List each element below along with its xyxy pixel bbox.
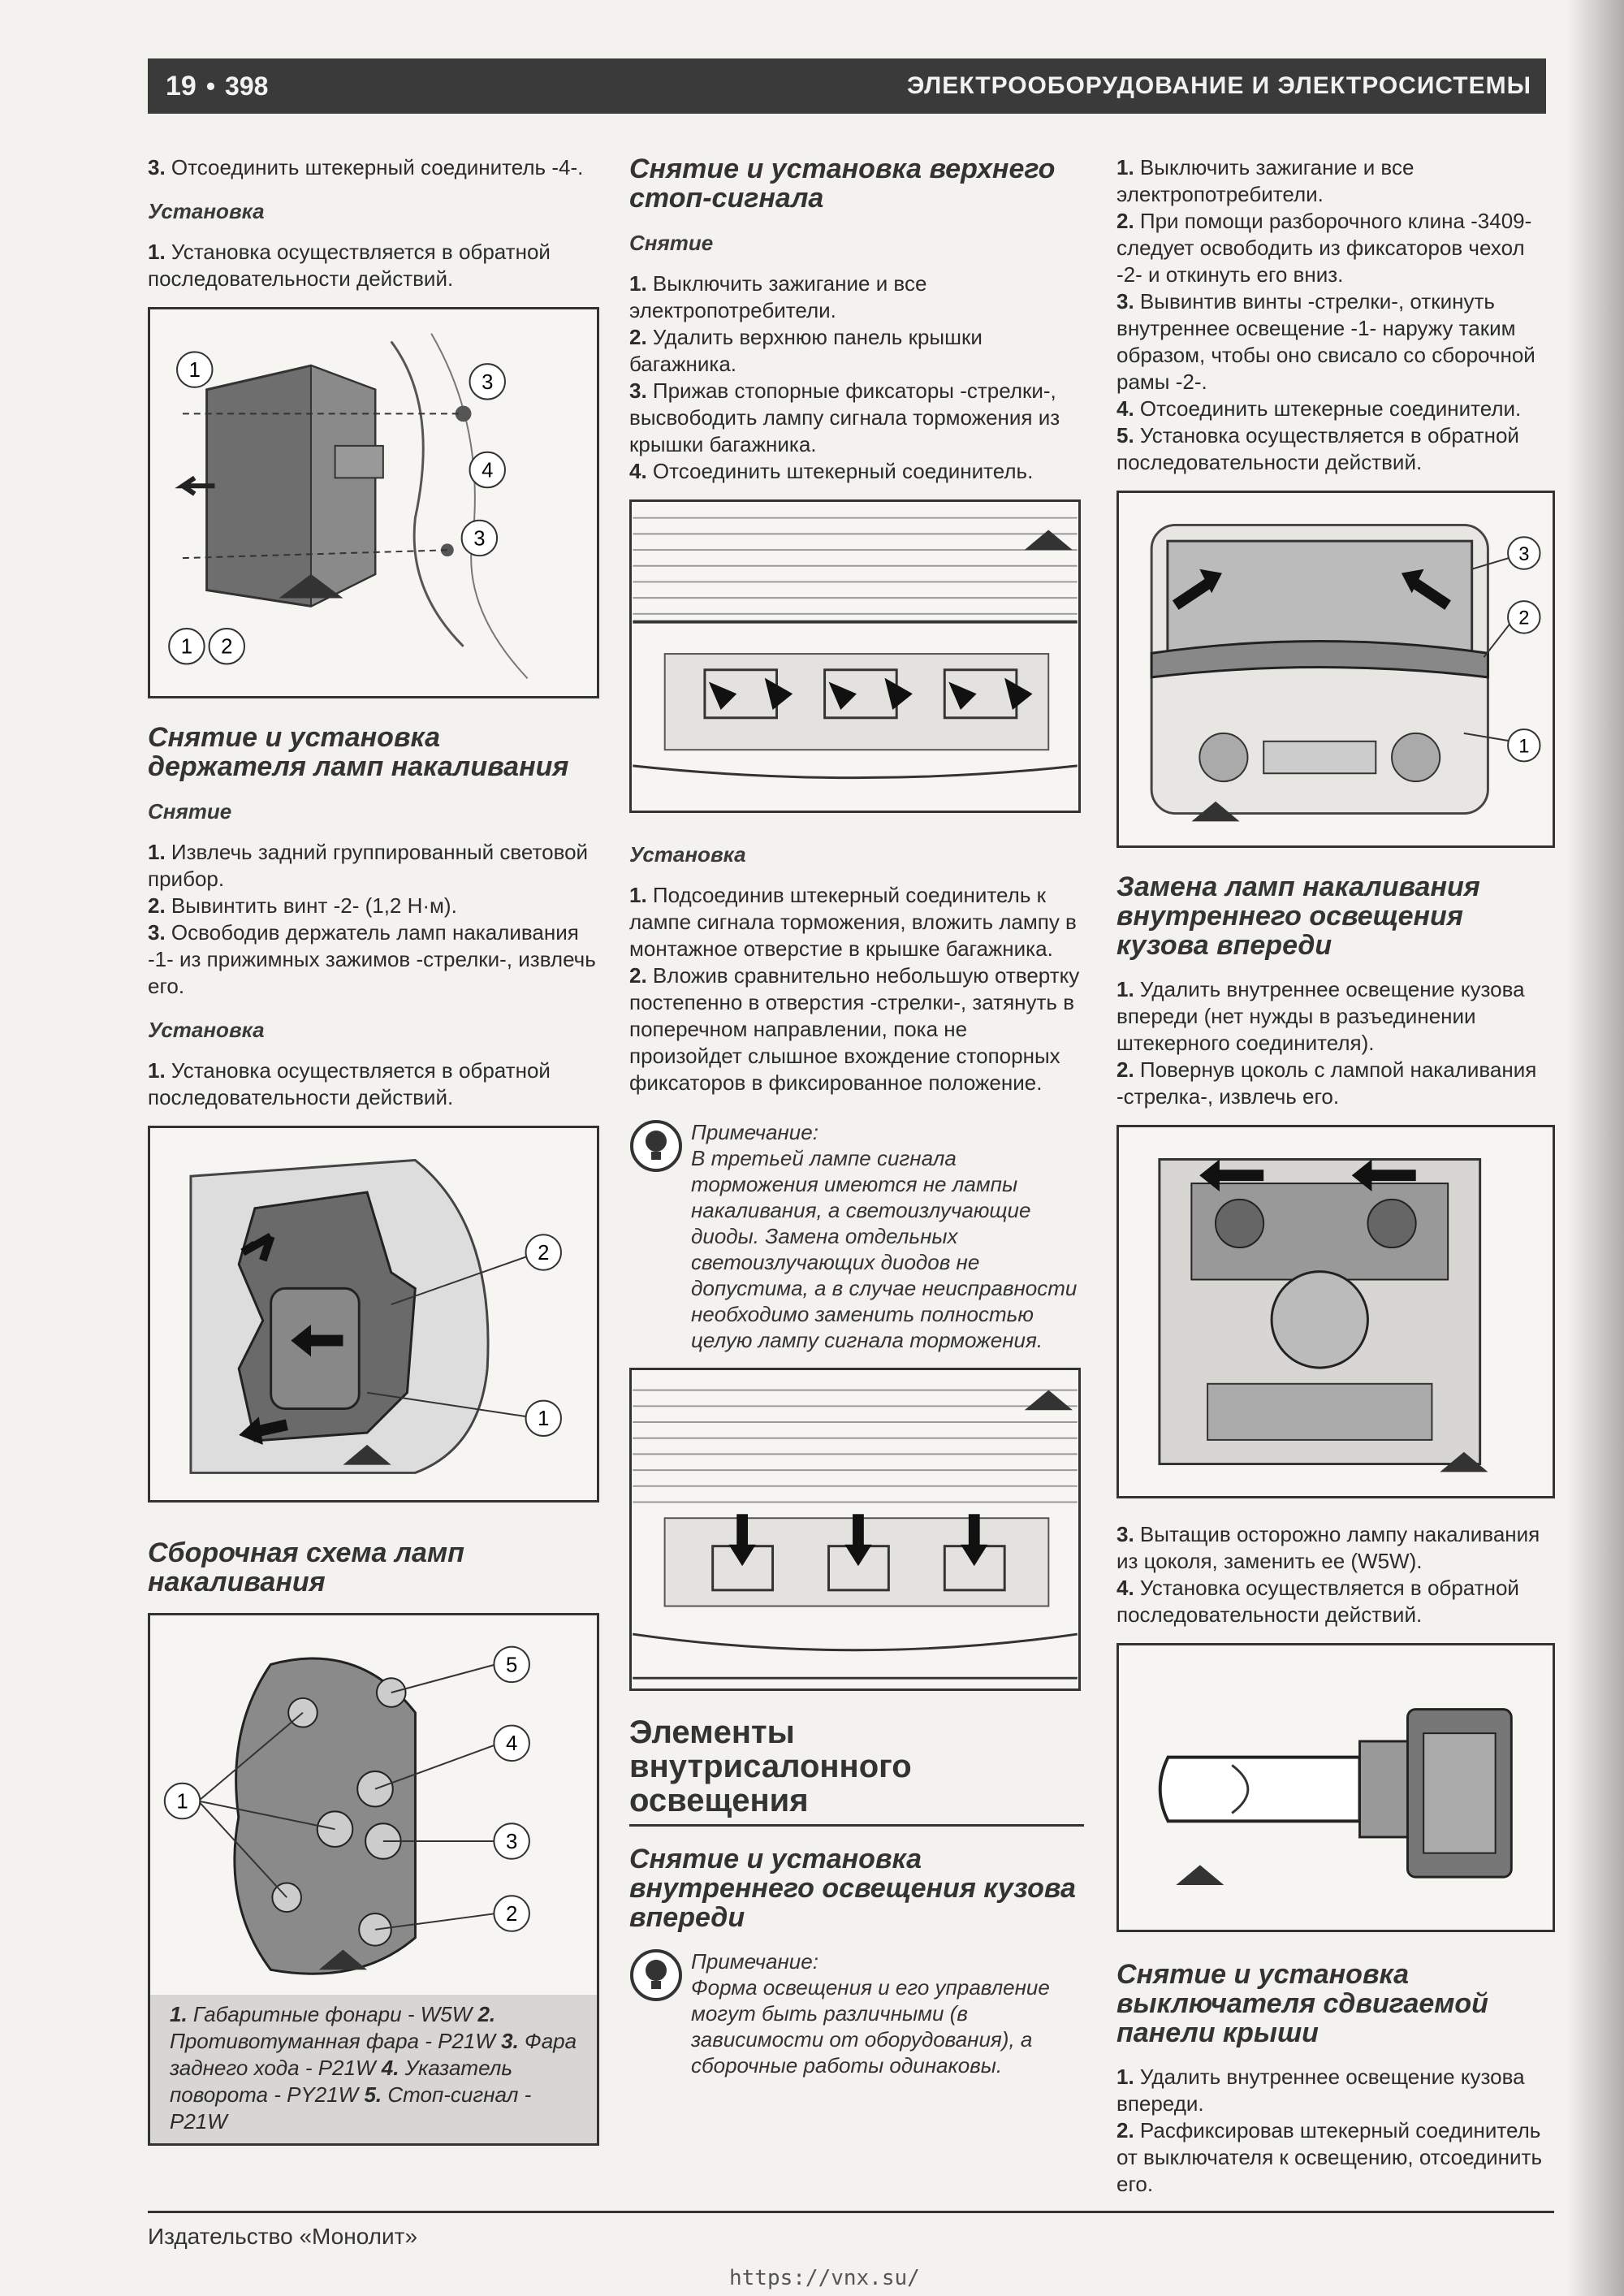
step: 4. Установка осуществляется в обратной последовательности действий.	[1116, 1576, 1519, 1627]
column-right	[1116, 154, 1555, 2198]
note-label: Примечание:	[691, 1120, 818, 1144]
figure-stop-signal-removal	[629, 499, 1081, 813]
chapter-title: ЭЛЕКТРООБОРУДОВАНИЕ И ЭЛЕКТРОСИСТЕМЫ	[906, 72, 1531, 99]
figure-lamp-socket	[1116, 1125, 1555, 1498]
diagram-front-lighting	[1119, 493, 1553, 845]
footer-divider	[148, 2211, 1554, 2213]
fig3-label-1: 1	[176, 1790, 188, 1814]
note-content	[691, 1948, 1084, 2078]
step: 3. Вытащив осторожно лампу накаливания из цоколя, заменить ее (W5W).	[1116, 1522, 1540, 1573]
fig3-label-4: 4	[505, 1732, 518, 1756]
figure-light-unit-removal	[148, 307, 599, 698]
page-header	[148, 58, 1546, 114]
fig1-label-1b: 1	[180, 635, 193, 659]
diagram-stop-signal	[632, 502, 1078, 811]
subheading-removal: Снятие	[629, 231, 714, 255]
section-title-scheme: Сборочная схема ламп накаливания	[148, 1537, 464, 1598]
subheading-removal: Снятие	[148, 799, 232, 824]
column-middle	[629, 154, 1084, 2088]
step: 2. Расфиксировав штекерный соединитель от выключателя к освещению, отсоединить его.	[1116, 2118, 1543, 2196]
note-text: В третьей лампе сигнала торможения имеются не лампы накаливания, а светоизлучающие диоды. Замена отдельных светоизлучающих диодов не допустима, а в случае неисправности необходимо заменить полностью целую лампу сигнала торможения.	[691, 1146, 1078, 1352]
step: 1. Извлечь задний группированный световой прибор.	[148, 840, 589, 891]
diagram-lamp-holder	[150, 1128, 597, 1500]
step: 4. Отсоединить штекерные соединители.	[1116, 396, 1522, 421]
step: 3. Освободив держатель ламп накаливания -1- из прижимных зажимов -стрелки-, извлечь его.	[148, 920, 596, 998]
subheading-install: Установка	[148, 1018, 265, 1042]
section-title-stop-signal: Снятие и установка верхнего стоп-сигнала	[629, 153, 1056, 214]
lightbulb-icon	[629, 1119, 683, 1173]
lightbulb-icon	[629, 1948, 683, 2002]
page-edge-shadow	[1567, 0, 1624, 2296]
section-title-holder: Снятие и установка держателя ламп накаливания	[148, 722, 569, 782]
section-title-replace-lamps: Замена ламп накаливания внутреннего освещения кузова впереди	[1116, 871, 1480, 961]
fig1-label-3: 3	[482, 370, 494, 394]
steps-continued	[1116, 1521, 1555, 1628]
fig3-label-2: 2	[505, 1902, 518, 1926]
step: 1. Выключить зажигание и все электропотребители.	[1116, 155, 1415, 206]
site-url[interactable]: https://vnx.su/	[729, 2266, 920, 2290]
fig3-label-5: 5	[505, 1654, 518, 1677]
fig1-label-3b: 3	[473, 527, 486, 551]
figure-lamp-holder	[148, 1126, 599, 1503]
chapter-number: 19	[166, 70, 197, 102]
step: 3. Отсоединить штекерный соединитель -4-.	[148, 155, 584, 179]
note-text: Форма освещения и его управление могут быть различными (в зависимости от оборудования), а сборочные работы одинаковы.	[691, 1975, 1050, 2078]
figure-caption: 1. Габаритные фонари - W5W 2. Противотуманная фара - P21W 3. Фара заднего хода - P21W 4. Указатель поворота - PY21W 5. Стоп-сигнал - P21W	[148, 1995, 599, 2146]
diagram-light-unit	[150, 309, 597, 696]
fig3-label-3: 3	[505, 1830, 518, 1853]
section-title-interior-lighting: Элементы внутрисалонного освещения	[629, 1714, 912, 1818]
step: 2. Повернув цоколь с лампой накаливания -стрелка-, извлечь его.	[1116, 1057, 1537, 1109]
figure-stop-signal-install	[629, 1368, 1081, 1691]
fig1-label-1: 1	[188, 358, 201, 382]
section-heading-block	[629, 1715, 1084, 1827]
diagram-lamp-socket	[1119, 1127, 1553, 1496]
fig1-label-4: 4	[482, 459, 494, 482]
figure-w5w-lamp	[1116, 1643, 1555, 1932]
fig4-label-2: 2	[1518, 608, 1530, 629]
fig2-label-2: 2	[538, 1241, 550, 1265]
step: 1. Удалить внутреннее освещение кузова впереди (нет нужды в разъединении штекерного соединителя).	[1116, 977, 1525, 1055]
step: 2. Удалить верхнюю панель крышки багажника.	[629, 325, 983, 376]
step: 2. Вложив сравнительно небольшую отвертку постепенно в отверстия -стрелки-, затянуть в поперечном направлении, пока не произойдет слышное вхождение стопорных фиксаторов в фиксированное положение.	[629, 963, 1080, 1095]
step: 2. Вывинтить винт -2- (1,2 Н·м).	[148, 893, 457, 918]
section-title-front-lighting: Снятие и установка внутреннего освещения кузова впереди	[629, 1844, 1076, 1933]
bullet-separator: •	[205, 71, 216, 101]
figure-front-lighting-removal	[1116, 491, 1555, 848]
section-title-switch: Снятие и установка выключателя сдвигаемой панели крыши	[1116, 1959, 1488, 2048]
step: 1. Установка осуществляется в обратной последовательности действий.	[148, 1058, 551, 1109]
step: 1. Удалить внутреннее освещение кузова впереди.	[1116, 2065, 1525, 2116]
diagram-stop-signal-install	[632, 1370, 1078, 1688]
diagram-w5w-lamp	[1119, 1645, 1553, 1930]
fig2-label-1: 1	[538, 1407, 550, 1431]
step: 3. Вывинтив винты -стрелки-, откинуть внутреннее освещение -1- наружу таким образом, чтобы оно свисало со сборочной рамы -2-.	[1116, 289, 1535, 394]
step: 1. Установка осуществляется в обратной последовательности действий.	[148, 240, 551, 291]
note-content	[691, 1119, 1084, 1353]
fig4-label-3: 3	[1518, 543, 1530, 565]
step: 1. Выключить зажигание и все электропотребители.	[629, 271, 927, 322]
page-number: 398	[225, 71, 269, 101]
publisher-name: Издательство «Монолит»	[148, 2224, 418, 2249]
fig4-label-1: 1	[1518, 736, 1530, 758]
step: 2. При помощи разборочного клина -3409- следует освободить из фиксаторов чехол -2- и откинуть его вниз.	[1116, 209, 1532, 287]
figure-lamp-scheme	[148, 1613, 599, 1995]
note-box	[629, 1948, 1084, 2078]
subheading-install: Установка	[148, 199, 265, 223]
page-number-block	[166, 71, 268, 102]
diagram-lamp-scheme	[150, 1615, 597, 1995]
subheading-install: Установка	[629, 842, 746, 867]
note-box	[629, 1119, 1084, 1353]
step: 4. Отсоединить штекерный соединитель.	[629, 459, 1034, 483]
step: 1. Подсоединив штекерный соединитель к лампе сигнала торможения, вложить лампу в монтажное отверстие в крышке багажника.	[629, 883, 1077, 961]
fig1-label-2: 2	[221, 635, 233, 659]
step: 5. Установка осуществляется в обратной последовательности действий.	[1116, 423, 1519, 474]
column-left	[148, 154, 599, 2146]
note-label: Примечание:	[691, 1949, 818, 1974]
step: 3. Прижав стопорные фиксаторы -стрелки-, высвободить лампу сигнала торможения из крышки багажника.	[629, 378, 1060, 456]
